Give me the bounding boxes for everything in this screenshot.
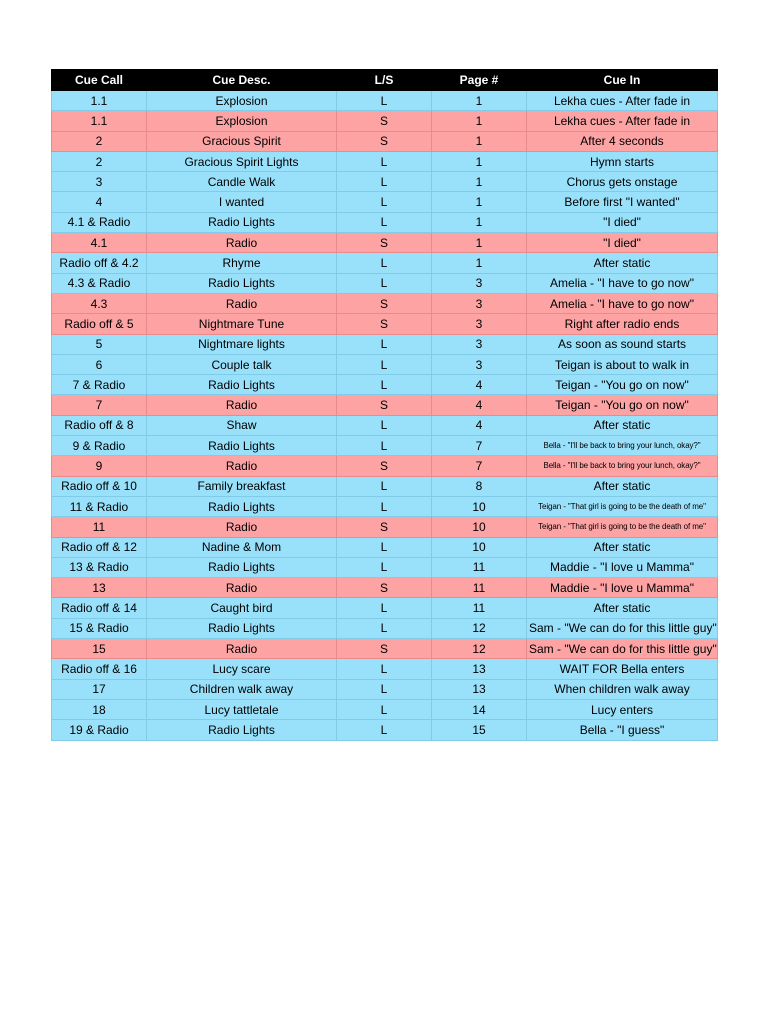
table-row [52,496,718,516]
cue-desc-cell: Radio Lights [147,557,337,577]
cue-desc-cell: Radio Lights [147,618,337,638]
cue-in-cell: Lucy enters [527,699,718,719]
page-cell: 11 [432,578,527,598]
cue-desc-cell: Radio Lights [147,212,337,232]
cue-call-cell: 4.1 & Radio [52,212,147,232]
page-cell: 3 [432,354,527,374]
table-row [52,293,718,313]
cue-in-cell: Bella - "I'll be back to bring your lunch, okay?" [527,456,718,476]
cue-in-cell: After static [527,415,718,435]
page-cell: 12 [432,639,527,659]
ls-cell: S [337,131,432,151]
cue-call-cell: 11 [52,517,147,537]
cue-desc-cell: Radio Lights [147,375,337,395]
page-cell: 10 [432,517,527,537]
cue-desc-cell: Couple talk [147,354,337,374]
cue-in-cell: Amelia - "I have to go now" [527,293,718,313]
ls-cell: L [337,496,432,516]
cue-desc-cell: Radio Lights [147,720,337,740]
cue-desc-cell: Lucy tattletale [147,699,337,719]
cue-call-cell: 7 [52,395,147,415]
page-cell: 1 [432,192,527,212]
ls-cell: L [337,699,432,719]
ls-cell: L [337,537,432,557]
cue-call-cell: 4.3 [52,293,147,313]
cue-in-cell: As soon as sound starts [527,334,718,354]
table-row [52,415,718,435]
cue-table [51,69,718,741]
ls-cell: L [337,720,432,740]
cue-in-cell: Teigan - "That girl is going to be the death of me" [527,517,718,537]
cue-in-cell: Before first "I wanted" [527,192,718,212]
ls-cell: L [337,172,432,192]
page-cell: 13 [432,679,527,699]
cue-call-cell: 5 [52,334,147,354]
page-cell: 1 [432,151,527,171]
page-cell: 7 [432,456,527,476]
table-row [52,253,718,273]
page-cell: 13 [432,659,527,679]
table-row [52,456,718,476]
cue-in-cell: Sam - "We can do for this little guy" [527,618,718,638]
cue-call-cell: 19 & Radio [52,720,147,740]
table-row [52,517,718,537]
cue-in-cell: Lekha cues - After fade in [527,111,718,131]
cue-call-cell: Radio off & 16 [52,659,147,679]
cue-call-cell: 17 [52,679,147,699]
cue-desc-cell: Gracious Spirit Lights [147,151,337,171]
page-cell: 11 [432,557,527,577]
table-row [52,334,718,354]
ls-cell: L [337,212,432,232]
cue-in-cell: Bella - "I'll be back to bring your lunch, okay?" [527,436,718,456]
cue-in-cell: After static [527,253,718,273]
cue-call-cell: Radio off & 8 [52,415,147,435]
cue-in-cell: Maddie - "I love u Mamma" [527,557,718,577]
ls-cell: L [337,375,432,395]
cue-in-cell: Right after radio ends [527,314,718,334]
cue-call-cell: Radio off & 14 [52,598,147,618]
cue-call-cell: 18 [52,699,147,719]
table-row [52,91,718,111]
cue-sheet [51,69,717,741]
cue-in-cell: "I died" [527,212,718,232]
cue-desc-cell: Family breakfast [147,476,337,496]
cue-in-cell: Maddie - "I love u Mamma" [527,578,718,598]
ls-cell: L [337,598,432,618]
cue-desc-cell: Radio [147,517,337,537]
ls-cell: L [337,192,432,212]
ls-cell: S [337,233,432,253]
page-cell: 1 [432,253,527,273]
page-cell: 1 [432,91,527,111]
header-row [52,70,718,91]
table-row [52,314,718,334]
cue-call-cell: 1.1 [52,91,147,111]
cue-call-cell: 2 [52,131,147,151]
table-row [52,618,718,638]
cue-desc-cell: Radio [147,578,337,598]
page-cell: 14 [432,699,527,719]
cue-in-cell: Chorus gets onstage [527,172,718,192]
cue-desc-cell: Caught bird [147,598,337,618]
ls-cell: S [337,456,432,476]
ls-cell: L [337,679,432,699]
page-cell: 10 [432,537,527,557]
cue-call-cell: 11 & Radio [52,496,147,516]
cue-in-cell: "I died" [527,233,718,253]
cue-call-cell: 13 & Radio [52,557,147,577]
cue-desc-cell: Shaw [147,415,337,435]
cue-call-cell: 4 [52,192,147,212]
table-row [52,375,718,395]
ls-cell: L [337,659,432,679]
cue-call-cell: 3 [52,172,147,192]
page-cell: 10 [432,496,527,516]
page-cell: 1 [432,111,527,131]
ls-cell: S [337,578,432,598]
cue-desc-cell: I wanted [147,192,337,212]
cue-call-cell: 2 [52,151,147,171]
cue-call-cell: 1.1 [52,111,147,131]
cue-call-cell: 6 [52,354,147,374]
cue-in-cell: Teigan - "You go on now" [527,395,718,415]
table-row [52,273,718,293]
cue-in-cell: Amelia - "I have to go now" [527,273,718,293]
cue-in-cell: Hymn starts [527,151,718,171]
cue-in-cell: WAIT FOR Bella enters [527,659,718,679]
cue-in-cell: Teigan - "You go on now" [527,375,718,395]
cue-call-cell: 9 [52,456,147,476]
cue-call-cell: 15 & Radio [52,618,147,638]
cue-in-cell: After static [527,476,718,496]
cue-call-cell: 9 & Radio [52,436,147,456]
cue-call-cell: 15 [52,639,147,659]
ls-cell: L [337,354,432,374]
ls-cell: L [337,334,432,354]
table-row [52,151,718,171]
table-row [52,557,718,577]
table-row [52,131,718,151]
ls-cell: S [337,395,432,415]
cue-call-cell: 4.1 [52,233,147,253]
table-row [52,699,718,719]
cue-desc-cell: Candle Walk [147,172,337,192]
cue-desc-cell: Radio [147,456,337,476]
header-cue-in: Cue In [527,70,718,91]
table-row [52,720,718,740]
cue-desc-cell: Radio [147,395,337,415]
cue-desc-cell: Radio Lights [147,496,337,516]
cue-in-cell: Lekha cues - After fade in [527,91,718,111]
ls-cell: S [337,293,432,313]
cue-in-cell: After static [527,537,718,557]
ls-cell: L [337,253,432,273]
ls-cell: S [337,111,432,131]
page-cell: 3 [432,314,527,334]
table-row [52,476,718,496]
page-cell: 4 [432,375,527,395]
header-page: Page # [432,70,527,91]
page-cell: 3 [432,334,527,354]
cue-call-cell: Radio off & 4.2 [52,253,147,273]
cue-desc-cell: Radio Lights [147,436,337,456]
page-cell: 11 [432,598,527,618]
page-cell: 3 [432,293,527,313]
ls-cell: L [337,436,432,456]
cue-in-cell: Sam - "We can do for this little guy" [527,639,718,659]
cue-in-cell: Teigan - "That girl is going to be the death of me" [527,496,718,516]
table-row [52,659,718,679]
ls-cell: S [337,639,432,659]
ls-cell: L [337,151,432,171]
cue-in-cell: After static [527,598,718,618]
cue-call-cell: Radio off & 5 [52,314,147,334]
cue-in-cell: Teigan is about to walk in [527,354,718,374]
table-row [52,172,718,192]
ls-cell: L [337,476,432,496]
table-row [52,639,718,659]
table-row [52,354,718,374]
page-cell: 3 [432,273,527,293]
cue-desc-cell: Nightmare lights [147,334,337,354]
ls-cell: L [337,557,432,577]
ls-cell: S [337,314,432,334]
ls-cell: S [337,517,432,537]
cue-in-cell: After 4 seconds [527,131,718,151]
table-row [52,111,718,131]
cue-desc-cell: Nadine & Mom [147,537,337,557]
page-cell: 1 [432,233,527,253]
header-cue-call: Cue Call [52,70,147,91]
table-body [52,91,718,741]
page-cell: 1 [432,212,527,232]
header-ls: L/S [337,70,432,91]
cue-desc-cell: Explosion [147,111,337,131]
cue-desc-cell: Rhyme [147,253,337,273]
table-row [52,192,718,212]
cue-desc-cell: Explosion [147,91,337,111]
cue-in-cell: Bella - "I guess" [527,720,718,740]
table-row [52,212,718,232]
cue-call-cell: 13 [52,578,147,598]
page-cell: 4 [432,415,527,435]
cue-desc-cell: Nightmare Tune [147,314,337,334]
table-row [52,679,718,699]
ls-cell: L [337,618,432,638]
cue-desc-cell: Children walk away [147,679,337,699]
table-row [52,395,718,415]
cue-call-cell: Radio off & 10 [52,476,147,496]
page-cell: 4 [432,395,527,415]
cue-desc-cell: Lucy scare [147,659,337,679]
table-row [52,598,718,618]
header-cue-desc: Cue Desc. [147,70,337,91]
table-row [52,578,718,598]
table-row [52,436,718,456]
page-cell: 1 [432,172,527,192]
page-cell: 15 [432,720,527,740]
cue-desc-cell: Gracious Spirit [147,131,337,151]
cue-desc-cell: Radio [147,233,337,253]
page-cell: 7 [432,436,527,456]
cue-call-cell: 4.3 & Radio [52,273,147,293]
ls-cell: L [337,91,432,111]
page-cell: 12 [432,618,527,638]
table-row [52,537,718,557]
table-row [52,233,718,253]
cue-desc-cell: Radio [147,293,337,313]
cue-call-cell: Radio off & 12 [52,537,147,557]
cue-desc-cell: Radio Lights [147,273,337,293]
page-cell: 8 [432,476,527,496]
cue-call-cell: 7 & Radio [52,375,147,395]
cue-in-cell: When children walk away [527,679,718,699]
ls-cell: L [337,415,432,435]
ls-cell: L [337,273,432,293]
cue-desc-cell: Radio [147,639,337,659]
page-cell: 1 [432,131,527,151]
